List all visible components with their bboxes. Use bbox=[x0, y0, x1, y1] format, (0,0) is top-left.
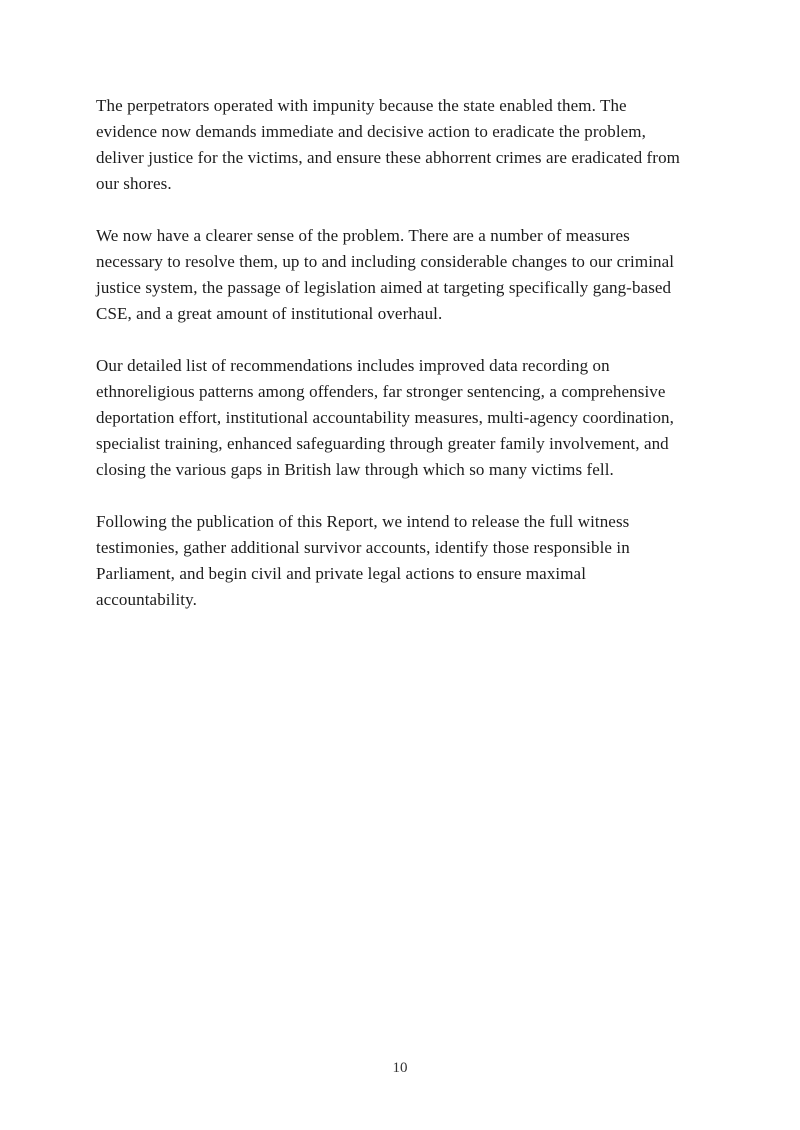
paragraph-4: Following the publication of this Report, we intend to release the full witness testimonies, gather additional survivor accounts, identify those responsible in Parliament, and begin civil and private legal actions to ensure maximal accountability. bbox=[96, 512, 630, 609]
paragraph-3: Our detailed list of recommendations includes improved data recording on ethnoreligious patterns among offenders, far stronger sentencing, a comprehensive deportation effort, institutional accountability measures, multi-agency coordination, specialist training, enhanced safeguarding through greater family involvement, and closing the various gaps in British law through which so many victims fell. bbox=[96, 356, 674, 479]
paragraph-1: The perpetrators operated with impunity because the state enabled them. The evidence now demands immediate and decisive action to eradicate the problem, deliver justice for the victims, and ensure these abhorrent crimes are eradicated from our shores. bbox=[96, 96, 680, 193]
body-text bbox=[96, 93, 686, 639]
paragraph-2: We now have a clearer sense of the problem. There are a number of measures necessary to resolve them, up to and including considerable changes to our criminal justice system, the passage of legislation aimed at targeting specifically gang-based CSE, and a great amount of institutional overhaul. bbox=[96, 226, 675, 323]
page-number: 10 bbox=[392, 1060, 408, 1076]
